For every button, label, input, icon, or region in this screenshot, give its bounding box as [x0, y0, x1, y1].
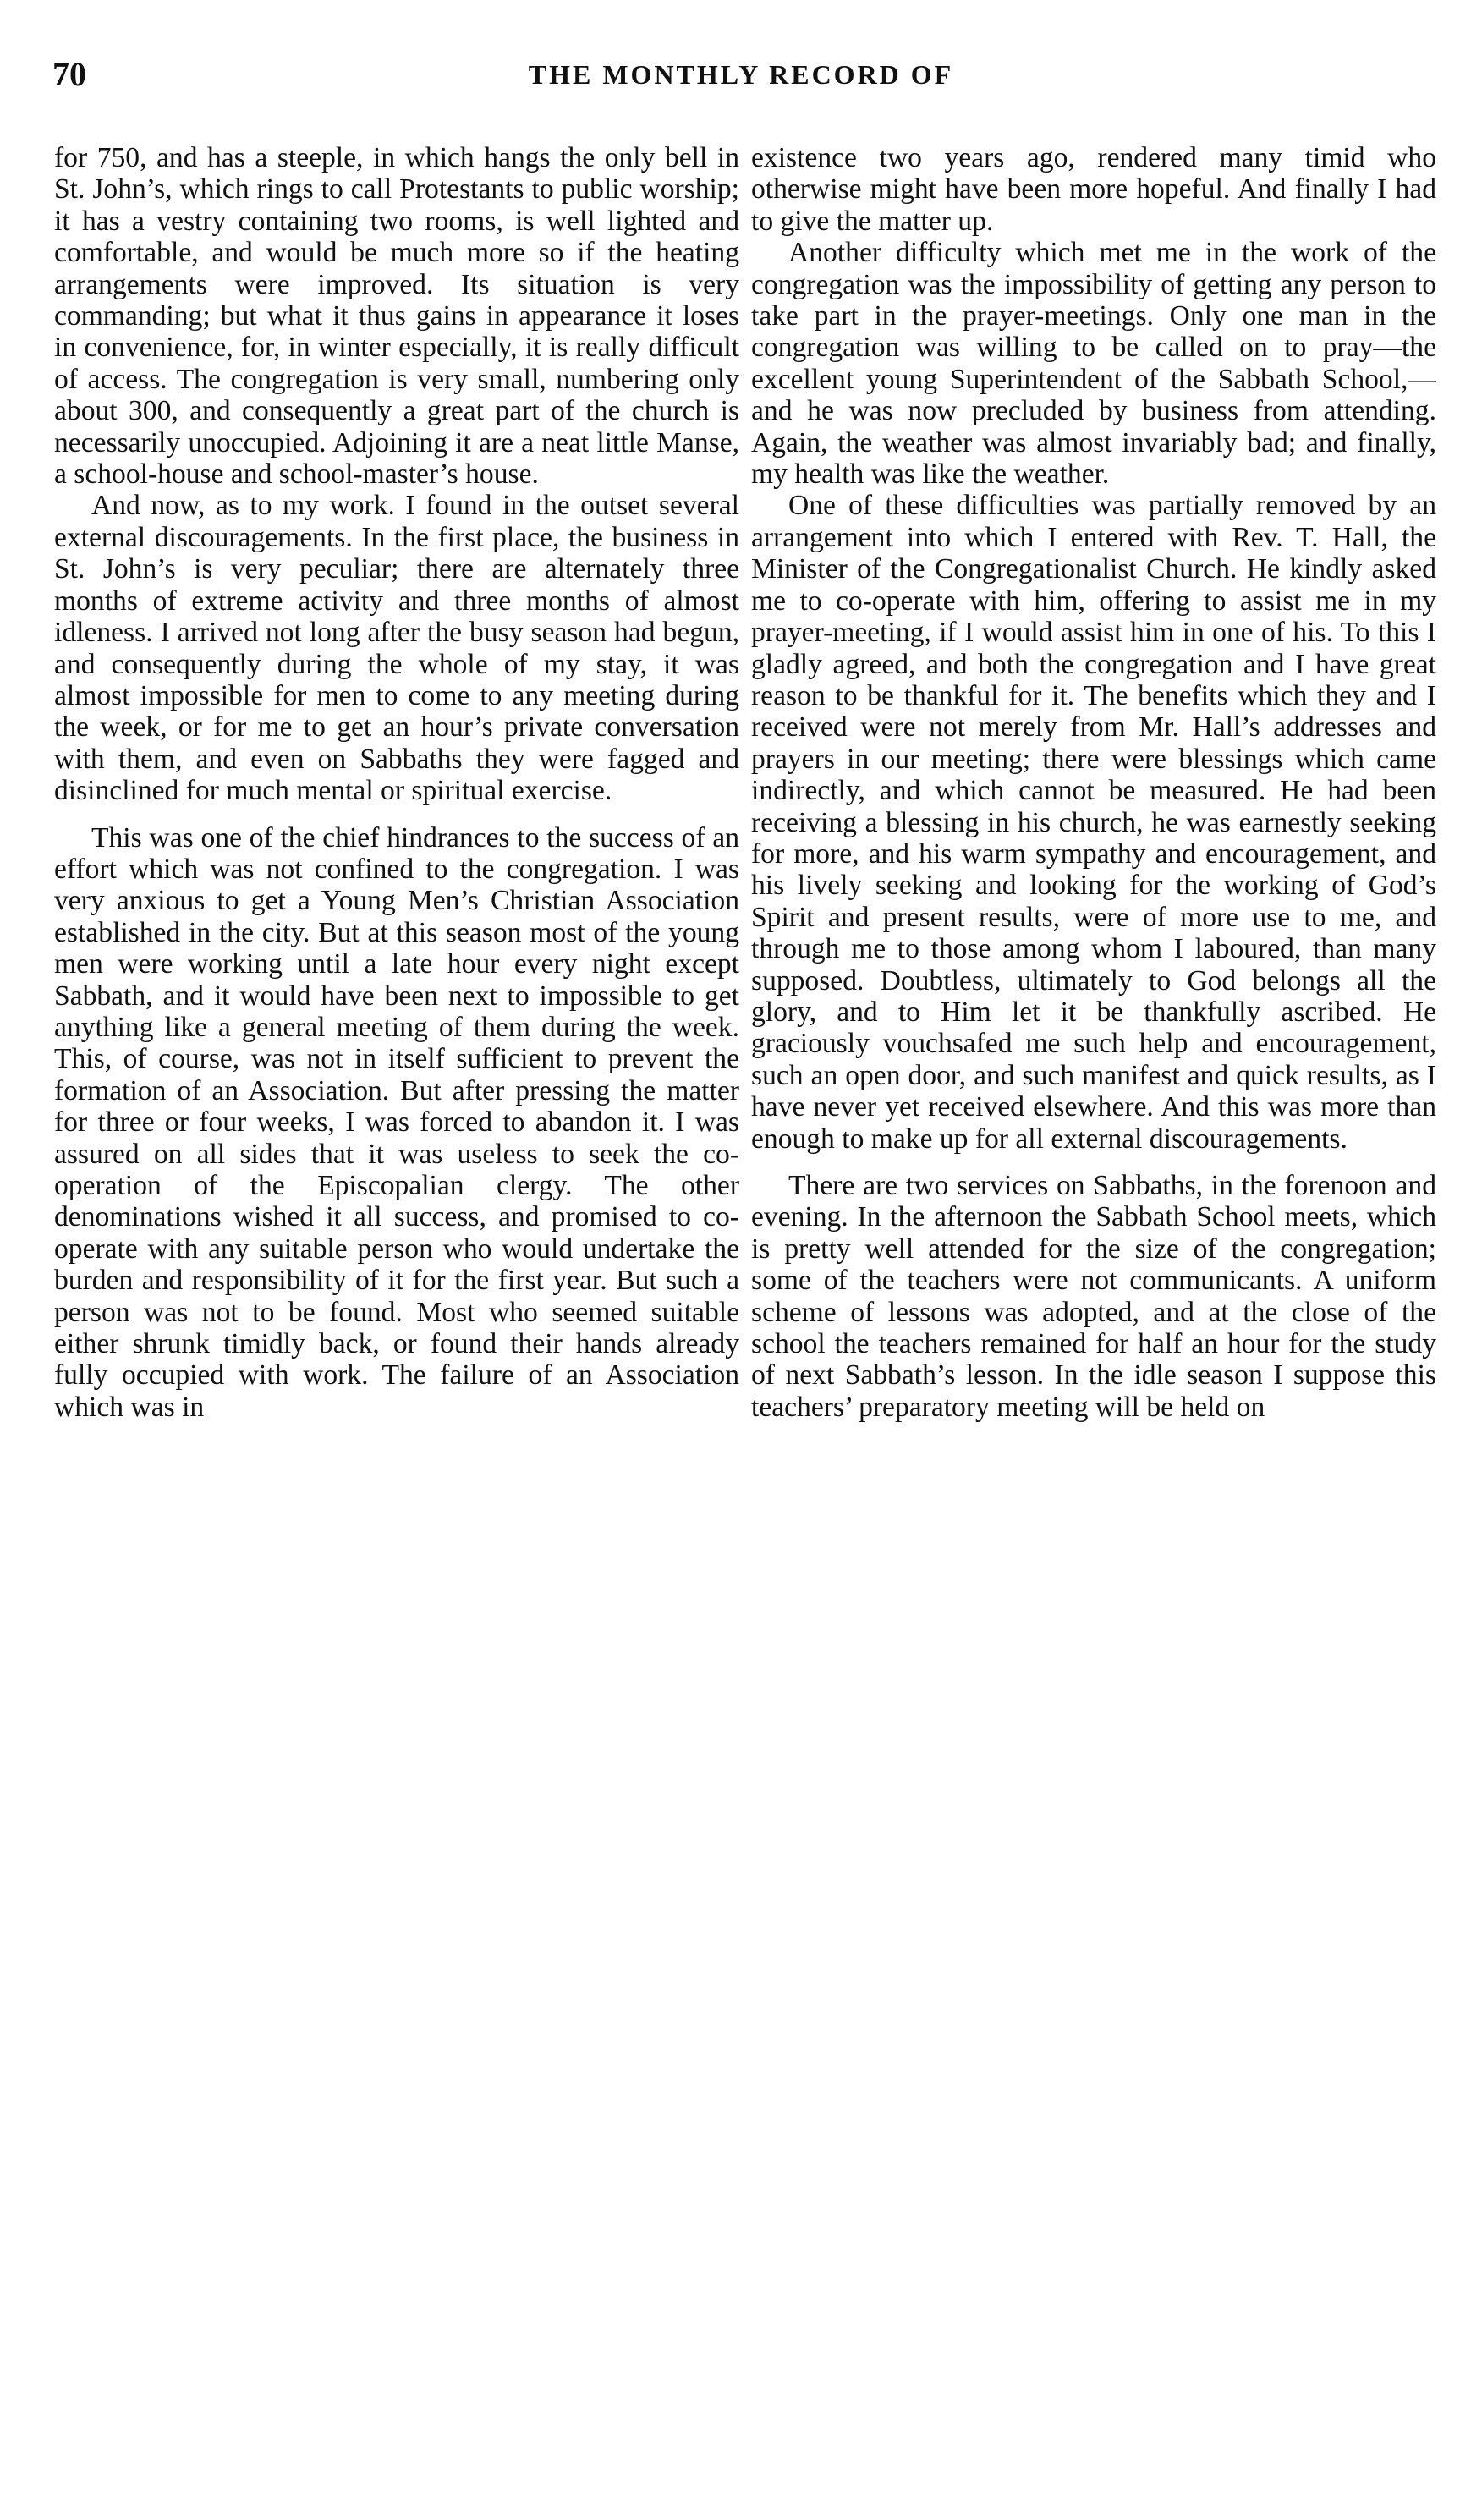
paragraph: This was one of the chief hindrances to the success of an effort which was not confined to the congregation. I was very anxious to get a Young Men’s Christian Association established in the city. But at this season most of the young men were working until a late hour every night except Sabbath, and it would have been next to impossible to get anything like a general meeting of them during the week. This, of course, was not in itself sufficient to prevent the formation of an Association. But after pressing the matter for three or four weeks, I was forced to abandon it. I was assured on all sides that it was useless to seek the co-operation of the Episcopalian clergy. The other denominations wished it all success, and promised to co-operate with any suitable person who would undertake the burden and responsibility of it for the first year. But such a person was not to be found. Most who seemed suitable either shrunk timidly back, or found their hands already fully occupied with work. The failure of an Association which was in: [54, 821, 739, 1423]
paragraph: Another difficulty which met me in the work of the congregation was the impossibility of getting any person to take part in the prayer-meetings. Only one man in the congregation was willing to be called on to pray—the excellent young Superintendent of the Sabbath School,—and he was now precluded by business from attending. Again, the weather was almost invariably bad; and finally, my health was like the weather.: [751, 237, 1436, 491]
left-column: [54, 142, 739, 1423]
page-header: [52, 49, 1430, 100]
running-title: THE MONTHLY RECORD OF: [528, 59, 954, 90]
paragraph: for 750, and has a steeple, in which hangs the only bell in St. John’s, which rings to call Protestants to public worship; it has a vestry containing two rooms, is well lighted and comfortable, and would be much more so if the heating arrangements were improved. Its situation is very commanding; but what it thus gains in appearance it loses in convenience, for, in winter especially, it is really difficult of access. The congregation is very small, numbering only about 300, and consequently a great part of the church is necessarily unoccupied. Adjoining it are a neat little Manse, a school-house and school-master’s house.: [54, 142, 739, 491]
right-column: [751, 142, 1436, 1423]
paragraph: And now, as to my work. I found in the outset several external discouragements. In the first place, the business in St. John’s is very peculiar; there are alternately three months of extreme activity and three months of almost idleness. I arrived not long after the busy season had begun, and consequently during the whole of my stay, it was almost impossible for men to come to any meeting during the week, or for me to get an hour’s private conversation with them, and even on Sabbaths they were fagged and disinclined for much mental or spiritual exercise.: [54, 490, 739, 807]
paragraph: One of these difficulties was partially removed by an arrangement into which I entered with Rev. T. Hall, the Minister of the Congregationalist Church. He kindly asked me to co-operate with him, offering to assist me in my prayer-meeting, if I would assist him in one of his. To this I gladly agreed, and both the congregation and I have great reason to be thankful for it. The benefits which they and I received were not merely from Mr. Hall’s addresses and prayers in our meeting; there were blessings which came indirectly, and which cannot be measured. He had been receiving a blessing in his church, he was earnestly seeking for more, and his warm sympathy and encouragement, and his lively seeking and looking for the working of God’s Spirit and present results, were of more use to me, and through me to those among whom I laboured, than many supposed. Doubtless, ultimately to God belongs all the glory, and to Him let it be thankfully ascribed. He graciously vouchsafed me such help and encouragement, such an open door, and such manifest and quick results, as I have never yet received elsewhere. And this was more than enough to make up for all external discouragements.: [751, 490, 1436, 1155]
paragraph: existence two years ago, rendered many timid who otherwise might have been more hopeful. And finally I had to give the matter up.: [751, 142, 1436, 237]
page-number: 70: [52, 55, 86, 93]
paragraph: There are two services on Sabbaths, in the forenoon and evening. In the afternoon the Sabbath School meets, which is pretty well attended for the size of the congregation; some of the teachers were not communicants. A uniform scheme of lessons was adopted, and at the close of the school the teachers remained for half an hour for the study of next Sabbath’s lesson. In the idle season I suppose this teachers’ preparatory meeting will be held on: [751, 1170, 1436, 1423]
